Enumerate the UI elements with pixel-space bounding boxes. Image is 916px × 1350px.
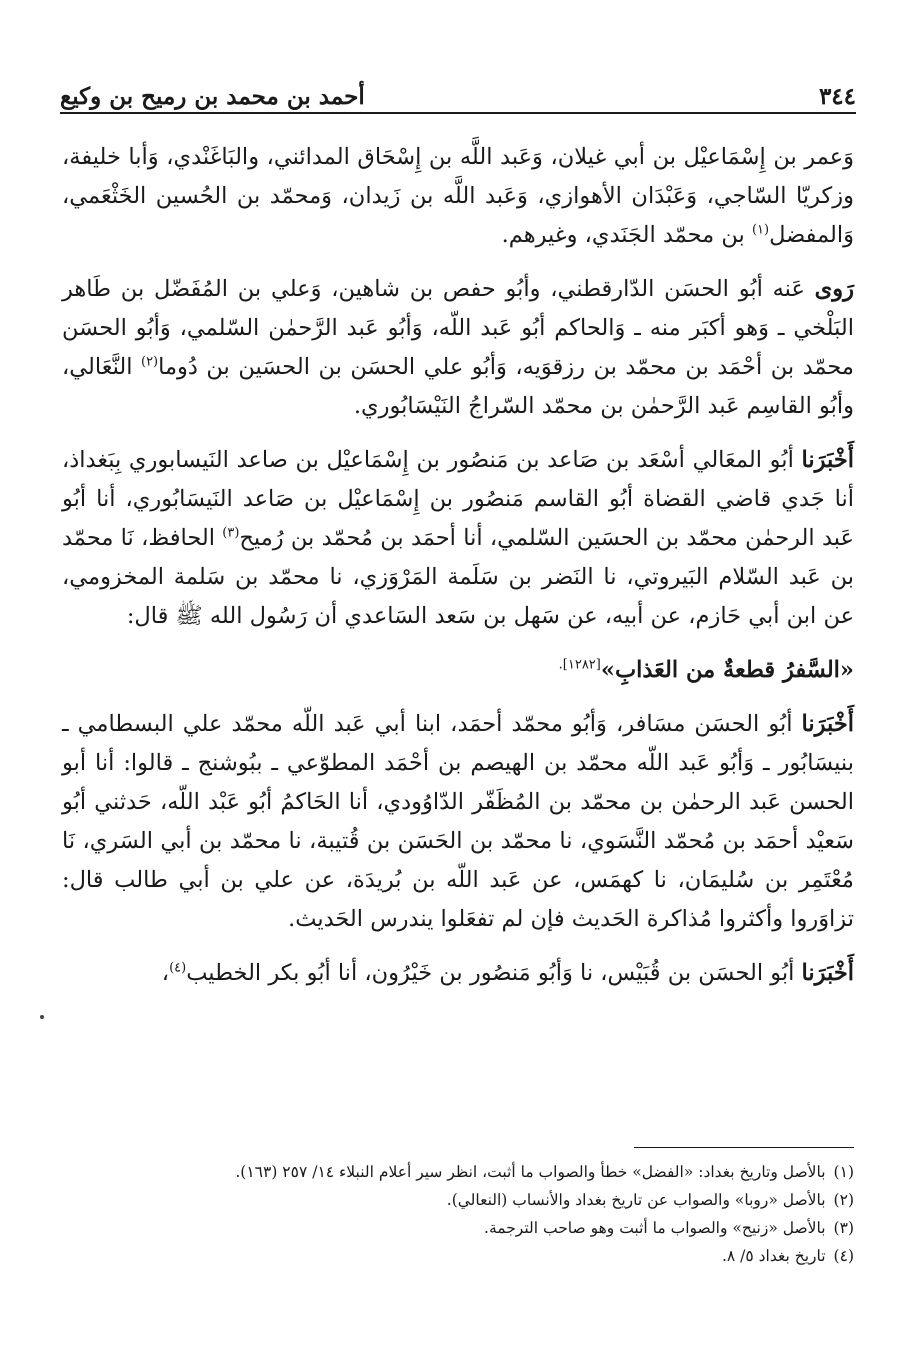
margin-dot <box>40 1015 44 1019</box>
paragraph-2-tail: النَّعَالي، وأبُو القاسِم عَبد الرَّحمٰن بن محمّد السّراجُ النَيْسَابُوري. <box>62 354 854 419</box>
paragraph-5 <box>62 954 854 993</box>
paragraph-3-tail: الحافظ، نَا محمّد بن عَبد السّلام البَيروتي، نا النَضر بن سَلَمة المَرْوَزي، نا محمّد بن سَلمة المخزومي، عن ابن أبي حَازم، عن أبيه، عن سَهل بن سَعد السَاعدي أن رَسُول الله ﷺ قال: <box>62 525 854 629</box>
header-rule <box>60 112 856 114</box>
footnote-number: (٤) <box>833 1247 854 1265</box>
hadith-quote <box>62 651 854 690</box>
footnote-text: بالأصل «زنيح» والصواب ما أثبت وهو صاحب الترجمة. <box>484 1219 826 1237</box>
footnote-item <box>62 1158 854 1186</box>
paragraph-4-lead: أَخْبَرَنا <box>801 711 854 737</box>
footnote-text: بالأصل «روبا» والصواب عن تاريخ بغداد والأنساب (النعالي). <box>446 1191 826 1209</box>
paragraph-3-lead: أَخْبَرَنا <box>801 447 854 473</box>
footnotes <box>62 1158 854 1270</box>
paragraph-3 <box>62 441 854 636</box>
footnote-text: تاريخ بغداد ٥/ ٨. <box>721 1247 826 1265</box>
footnote-number: (٣) <box>833 1219 854 1237</box>
paragraph-4 <box>62 705 854 939</box>
paragraph-5-tail: ، <box>161 960 170 986</box>
paragraph-1 <box>62 138 854 255</box>
footnote-number: (٢) <box>833 1191 854 1209</box>
page-number: ٣٤٤ <box>818 83 856 110</box>
running-header <box>60 64 856 110</box>
paragraph-2-lead: رَوى <box>814 276 854 302</box>
main-text <box>62 138 854 1008</box>
paragraph-3-text: أبُو المعَالي أسْعَد بن صَاعد بن مَنصُور بن إِسْمَاعيْل بن صاعد النَيسابوري بِبَغداذ، أنا جَدي قاضي القضاة أبُو القاسم مَنصُور بن إِسْمَاعيْل بن صَاعد النَيسَابُوري، أنا أبُو عَبد الرحمٰن محمّد بن الحسَين السّلمي، أنا أحمَد بن مُحمّد بن رُميح <box>62 447 854 551</box>
paragraph-5-lead: أَخْبَرَنا <box>801 960 854 986</box>
paragraph-2-text: عَنه أبُو الحسَن الدّارقطني، وأبُو حفص بن شاهين، وَعلي بن المُفَضّل بن طَاهر البَلْخي ـ وَهو أكبَر منه ـ وَالحاكم أبُو عَبد اللّه، وَأبُو عَبد الرَّحمٰن السّلمي، وَأبُو الحسَن محمّد بن أحْمَد بن محمّد بن رزقوَيه، وَأبُو علي الحسَن بن الحسَين بن دُوما <box>62 276 854 380</box>
footnote-rule <box>634 1147 854 1148</box>
hadith-quote-text: «السَّفرُ قطعةٌ من العَذابِ» <box>600 657 854 683</box>
running-title: أحمد بن محمد بن رميح بن وكيع <box>60 83 365 110</box>
footnote-item <box>62 1242 854 1270</box>
footnote-ref-2[interactable]: (٢) <box>140 354 159 370</box>
footnote-ref-4[interactable]: (٤) <box>169 960 187 976</box>
paragraph-1-tail: بن محمّد الجَنَدي، وغيرهم. <box>501 222 752 248</box>
hadith-number: [١٢٨٢]. <box>558 657 601 673</box>
footnote-number: (١) <box>833 1163 854 1181</box>
footnote-ref-1[interactable]: (١) <box>751 222 770 238</box>
paragraph-4-text: أبُو الحسَن مسَافر، وَأبُو محمّد أحمَد، ابنا أبي عَبد اللّه محمّد علي البسطامي ـ بنيسَابُور ـ وَأبُو عَبد اللّه محمّد بن الهيصم بن أحْمَد المطوّعي ـ ببُوشنج ـ قالوا: أنا أبو الحسن عَبد الرحمٰن بن محمّد بن المُظَفّر الدّاوُودي، أنا الحَاكمُ أبُو عَبْد اللّه، حَدثني أبُو سَعيْد أحمَد بن مُحمّد النَّسَوي، نا محمّد بن الحَسَن بن قُتيبة، نا محمّد بن أبي السَري، نَا مُعْتَمِر بن سُليمَان، نا كهمَس، عن عَبد اللّه بن بُريدَة، عن علي بن أبي طالب قال: تزاوَروا وأكثروا مُذاكرة الحَديث فإن لم تفعَلوا يندرس الحَديث. <box>62 711 854 932</box>
footnote-item <box>62 1186 854 1214</box>
footnote-ref-3[interactable]: (٣) <box>222 525 240 541</box>
paragraph-2 <box>62 270 854 426</box>
footnote-item <box>62 1214 854 1242</box>
paragraph-1-text: وَعمر بن إِسْمَاعيْل بن أبي غيلان، وَعَبد اللَّه بن إِسْحَاق المدائني، والبَاغَنْدي، وَأبا خليفة، وزكريّا السّاجي، وَعَبْدَان الأهوازي، وَعَبد اللَّه بن زَيدان، وَمحمّد بن الحُسين الخَثْعَمي، وَالمفضل <box>62 144 854 248</box>
footnote-text: بالأصل وتاريخ بغداد: «الفضل» خطأ والصواب ما أثبت، انظر سير أعلام النبلاء ١٤/ ٢٥٧ (١٦٣). <box>235 1163 826 1181</box>
paragraph-5-text: أبُو الحسَن بن قُبَيْس، نا وَأبُو مَنصُور بن خَيْرُون، أنا أبُو بكر الخطيب <box>186 960 802 986</box>
